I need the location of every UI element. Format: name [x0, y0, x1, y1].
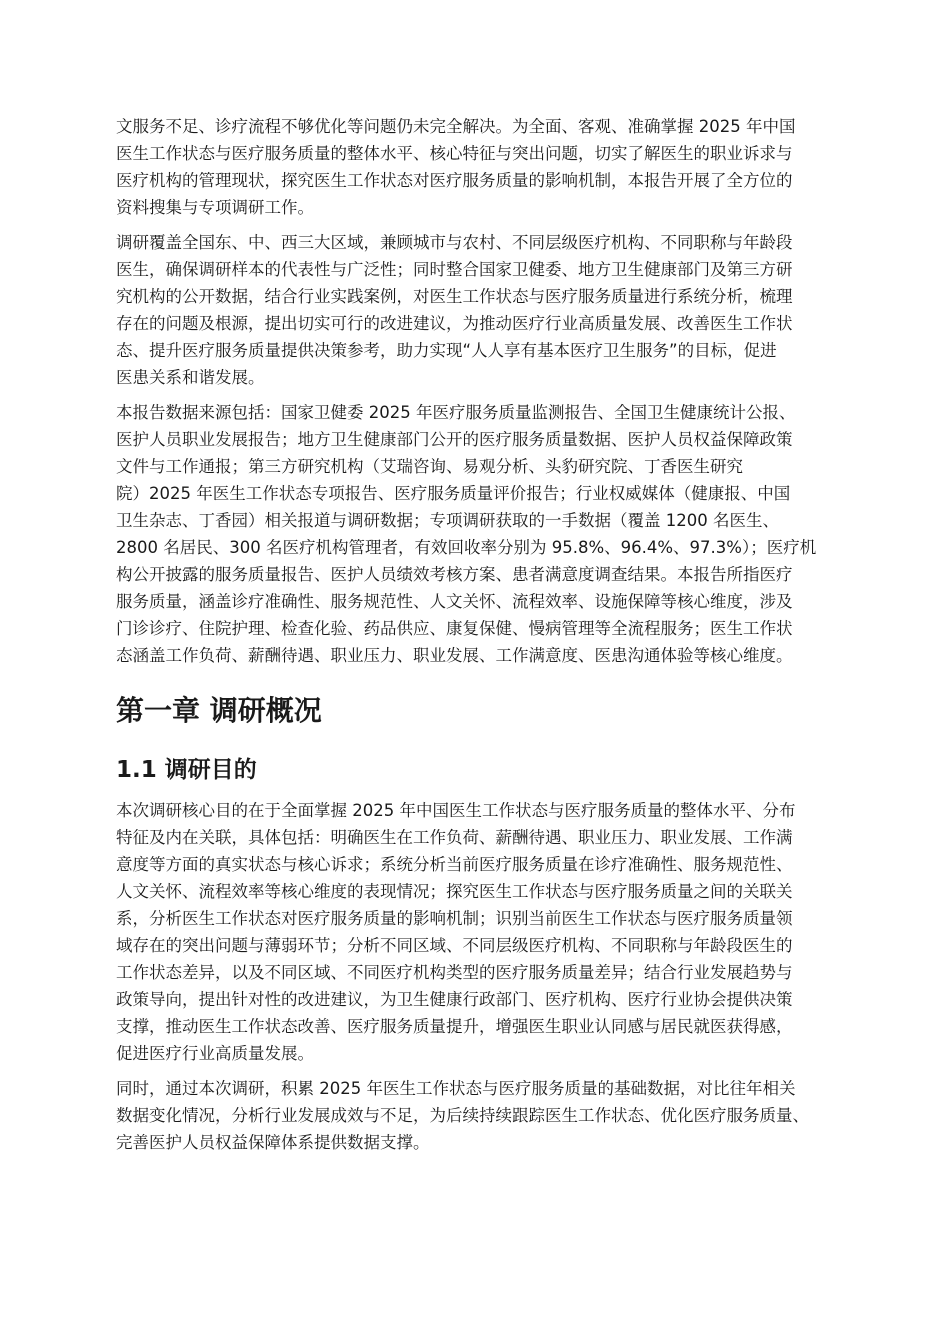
text-line: 医患关系和谐发展。 [116, 368, 265, 387]
text-line: 特征及内在关联，具体包括：明确医生在工作负荷、薪酬待遇、职业压力、职业发展、工作满 [116, 828, 793, 847]
text-line: 门诊诊疗、住院护理、检查化验、药品供应、康复保健、慢病管理等全流程服务；医生工作状 [116, 619, 793, 638]
intro-paragraph-1 [116, 113, 844, 221]
section-paragraph-1 [116, 797, 844, 1067]
text-line: 工作状态差异，以及不同区域、不同医疗机构类型的医疗服务质量差异；结合行业发展趋势与 [116, 963, 793, 982]
text-line: 文件与工作通报；第三方研究机构（艾瑞咨询、易观分析、头豹研究院、丁香医生研究 [116, 457, 743, 476]
text-line: 数据变化情况，分析行业发展成效与不足，为后续持续跟踪医生工作状态、优化医疗服务质量、 [116, 1106, 809, 1125]
text-line: 本次调研核心目的在于全面掌握 2025 年中国医生工作状态与医疗服务质量的整体水平、分布 [116, 801, 796, 820]
text-line: 医疗机构的管理现状，探究医生工作状态对医疗服务质量的影响机制，本报告开展了全方位的 [116, 171, 793, 190]
text-line: 调研覆盖全国东、中、西三大区域，兼顾城市与农村、不同层级医疗机构、不同职称与年龄段 [116, 233, 793, 252]
section-paragraph-2 [116, 1075, 844, 1156]
text-line: 文服务不足、诊疗流程不够优化等问题仍未完全解决。为全面、客观、准确掌握 2025 年中国 [116, 117, 796, 136]
text-line: 同时，通过本次调研，积累 2025 年医生工作状态与医疗服务质量的基础数据，对比往年相关 [116, 1079, 796, 1098]
text-line: 医生，确保调研样本的代表性与广泛性；同时整合国家卫健委、地方卫生健康部门及第三方研 [116, 260, 793, 279]
text-line: 资料搜集与专项调研工作。 [116, 198, 314, 217]
text-line: 意度等方面的真实状态与核心诉求；系统分析当前医疗服务质量在诊疗准确性、服务规范性、 [116, 855, 793, 874]
intro-paragraph-3 [116, 399, 844, 669]
text-line: 本报告数据来源包括：国家卫健委 2025 年医疗服务质量监测报告、全国卫生健康统计公报、 [116, 403, 796, 422]
text-line: 支撑，推动医生工作状态改善、医疗服务质量提升，增强医生职业认同感与居民就医获得感， [116, 1017, 793, 1036]
text-line: 医护人员职业发展报告；地方卫生健康部门公开的医疗服务质量数据、医护人员权益保障政策 [116, 430, 793, 449]
text-line: 域存在的突出问题与薄弱环节；分析不同区域、不同层级医疗机构、不同职称与年龄段医生的 [116, 936, 793, 955]
text-line: 态涵盖工作负荷、薪酬待遇、职业压力、职业发展、工作满意度、医患沟通体验等核心维度。 [116, 646, 793, 665]
text-line: 促进医疗行业高质量发展。 [116, 1044, 314, 1063]
text-line: 2800 名居民、300 名医疗机构管理者，有效回收率分别为 95.8%、96.4%、97.3%）；医疗机 [116, 538, 817, 557]
text-line: 卫生杂志、丁香园）相关报道与调研数据；专项调研获取的一手数据（覆盖 1200 名医生、 [116, 511, 779, 530]
text-line: 院）2025 年医生工作状态专项报告、医疗服务质量评价报告；行业权威媒体（健康报、中国 [116, 484, 791, 503]
text-line: 服务质量，涵盖诊疗准确性、服务规范性、人文关怀、流程效率、设施保障等核心维度，涉及 [116, 592, 793, 611]
text-line: 人文关怀、流程效率等核心维度的表现情况；探究医生工作状态与医疗服务质量之间的关联关 [116, 882, 793, 901]
intro-paragraph-2 [116, 229, 844, 391]
section-heading: 1.1 调研目的 [116, 757, 257, 783]
text-line: 构公开披露的服务质量报告、医护人员绩效考核方案、患者满意度调查结果。本报告所指医疗 [116, 565, 793, 584]
text-line: 究机构的公开数据，结合行业实践案例，对医生工作状态与医疗服务质量进行系统分析，梳理 [116, 287, 793, 306]
chapter-heading: 第一章 调研概况 [116, 694, 322, 727]
text-line: 政策导向，提出针对性的改进建议，为卫生健康行政部门、医疗机构、医疗行业协会提供决策 [116, 990, 793, 1009]
text-line: 存在的问题及根源，提出切实可行的改进建议，为推动医疗行业高质量发展、改善医生工作状 [116, 314, 793, 333]
text-line: 态、提升医疗服务质量提供决策参考，助力实现“人人享有基本医疗卫生服务”的目标，促进 [116, 341, 777, 360]
text-line: 完善医护人员权益保障体系提供数据支撑。 [116, 1133, 430, 1152]
text-line: 医生工作状态与医疗服务质量的整体水平、核心特征与突出问题，切实了解医生的职业诉求与 [116, 144, 793, 163]
page-content [116, 113, 844, 1164]
text-line: 系，分析医生工作状态对医疗服务质量的影响机制；识别当前医生工作状态与医疗服务质量领 [116, 909, 793, 928]
